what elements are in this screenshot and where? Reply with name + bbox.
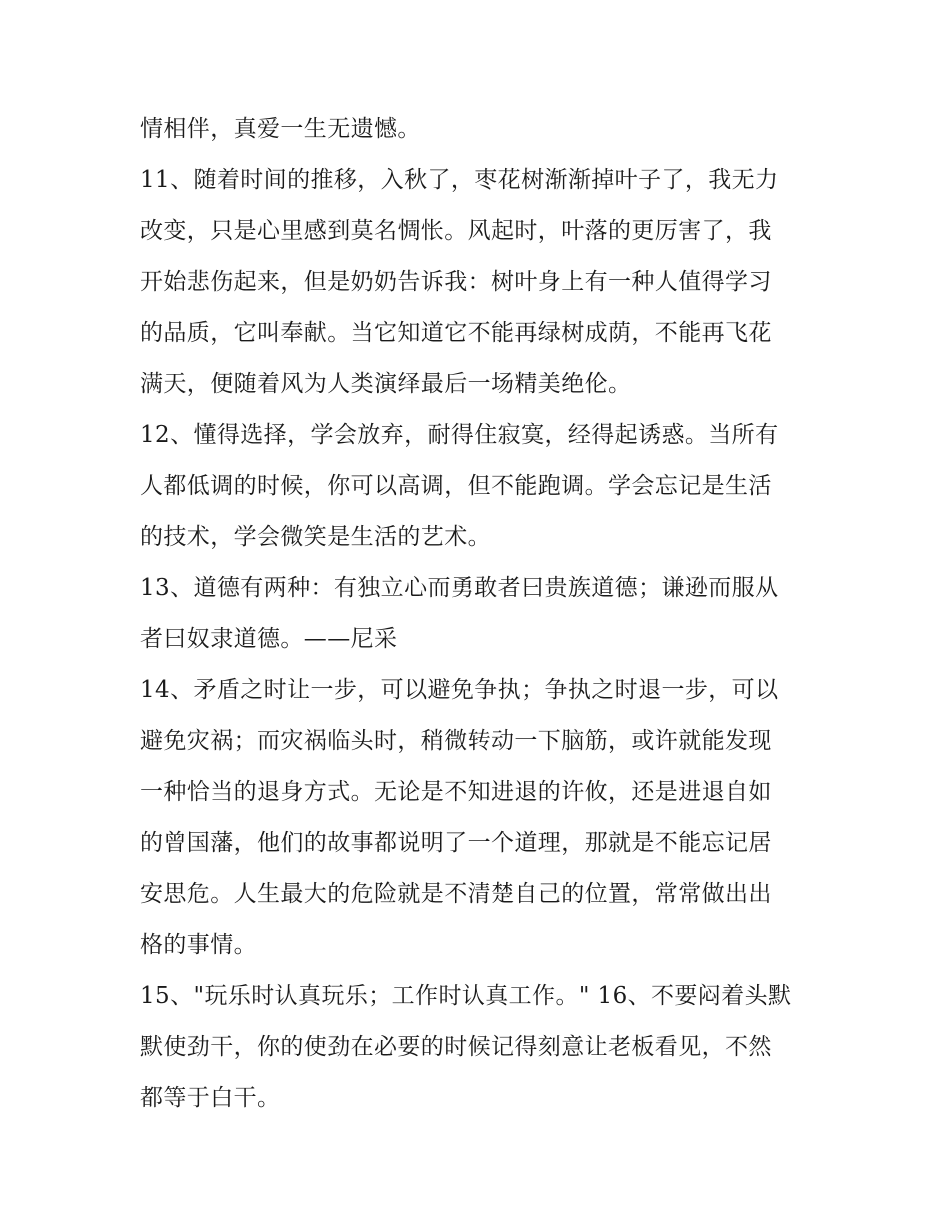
text-line-19: 默使劲干，你的使劲在必要的时候记得刻意让老板看见，不然 — [140, 1034, 772, 1060]
text-line-15: 的曾国藩，他们的故事都说明了一个道理，那就是不能忘记居 — [140, 830, 772, 856]
text-line-7: 12、懂得选择，学会放弃，耐得住寂寞，经得起诱惑。当所有 — [140, 422, 779, 448]
text-line-1: 情相伴，真爱一生无遗憾。 — [140, 116, 421, 142]
text-line-9: 的技术，学会微笑是生活的艺术。 — [140, 524, 491, 550]
text-line-3: 改变，只是心里感到莫名惆怅。风起时，叶落的更厉害了，我 — [140, 218, 772, 244]
document-body — [140, 104, 815, 1124]
text-line-17: 格的事情。 — [140, 932, 257, 958]
text-line-16: 安思危。人生最大的危险就是不清楚自己的位置，常常做出出 — [140, 881, 772, 907]
text-line-12: 14、矛盾之时让一步，可以避免争执；争执之时退一步，可以 — [140, 677, 779, 703]
text-line-2: 11、随着时间的推移，入秋了，枣花树渐渐掉叶子了，我无力 — [140, 167, 779, 193]
text-line-8: 人都低调的时候，你可以高调，但不能跑调。学会忘记是生活 — [140, 473, 772, 499]
text-line-6: 满天，便随着风为人类演绎最后一场精美绝伦。 — [140, 371, 632, 397]
text-line-14: 一种恰当的退身方式。无论是不知进退的许攸，还是进退自如 — [140, 779, 772, 805]
text-line-4: 开始悲伤起来，但是奶奶告诉我：树叶身上有一种人值得学习 — [140, 269, 772, 295]
text-line-20: 都等于白干。 — [140, 1085, 281, 1111]
text-line-18: 15、"玩乐时认真玩乐；工作时认真工作。" 16、不要闷着头默 — [140, 983, 792, 1009]
text-line-13: 避免灾祸；而灾祸临头时，稍微转动一下脑筋，或许就能发现 — [140, 728, 772, 754]
text-line-10: 13、道德有两种：有独立心而勇敢者曰贵族道德；谦逊而服从 — [140, 575, 779, 601]
text-line-5: 的品质，它叫奉献。当它知道它不能再绿树成荫，不能再飞花 — [140, 320, 772, 346]
text-line-11: 者曰奴隶道德。——尼采 — [140, 626, 398, 652]
